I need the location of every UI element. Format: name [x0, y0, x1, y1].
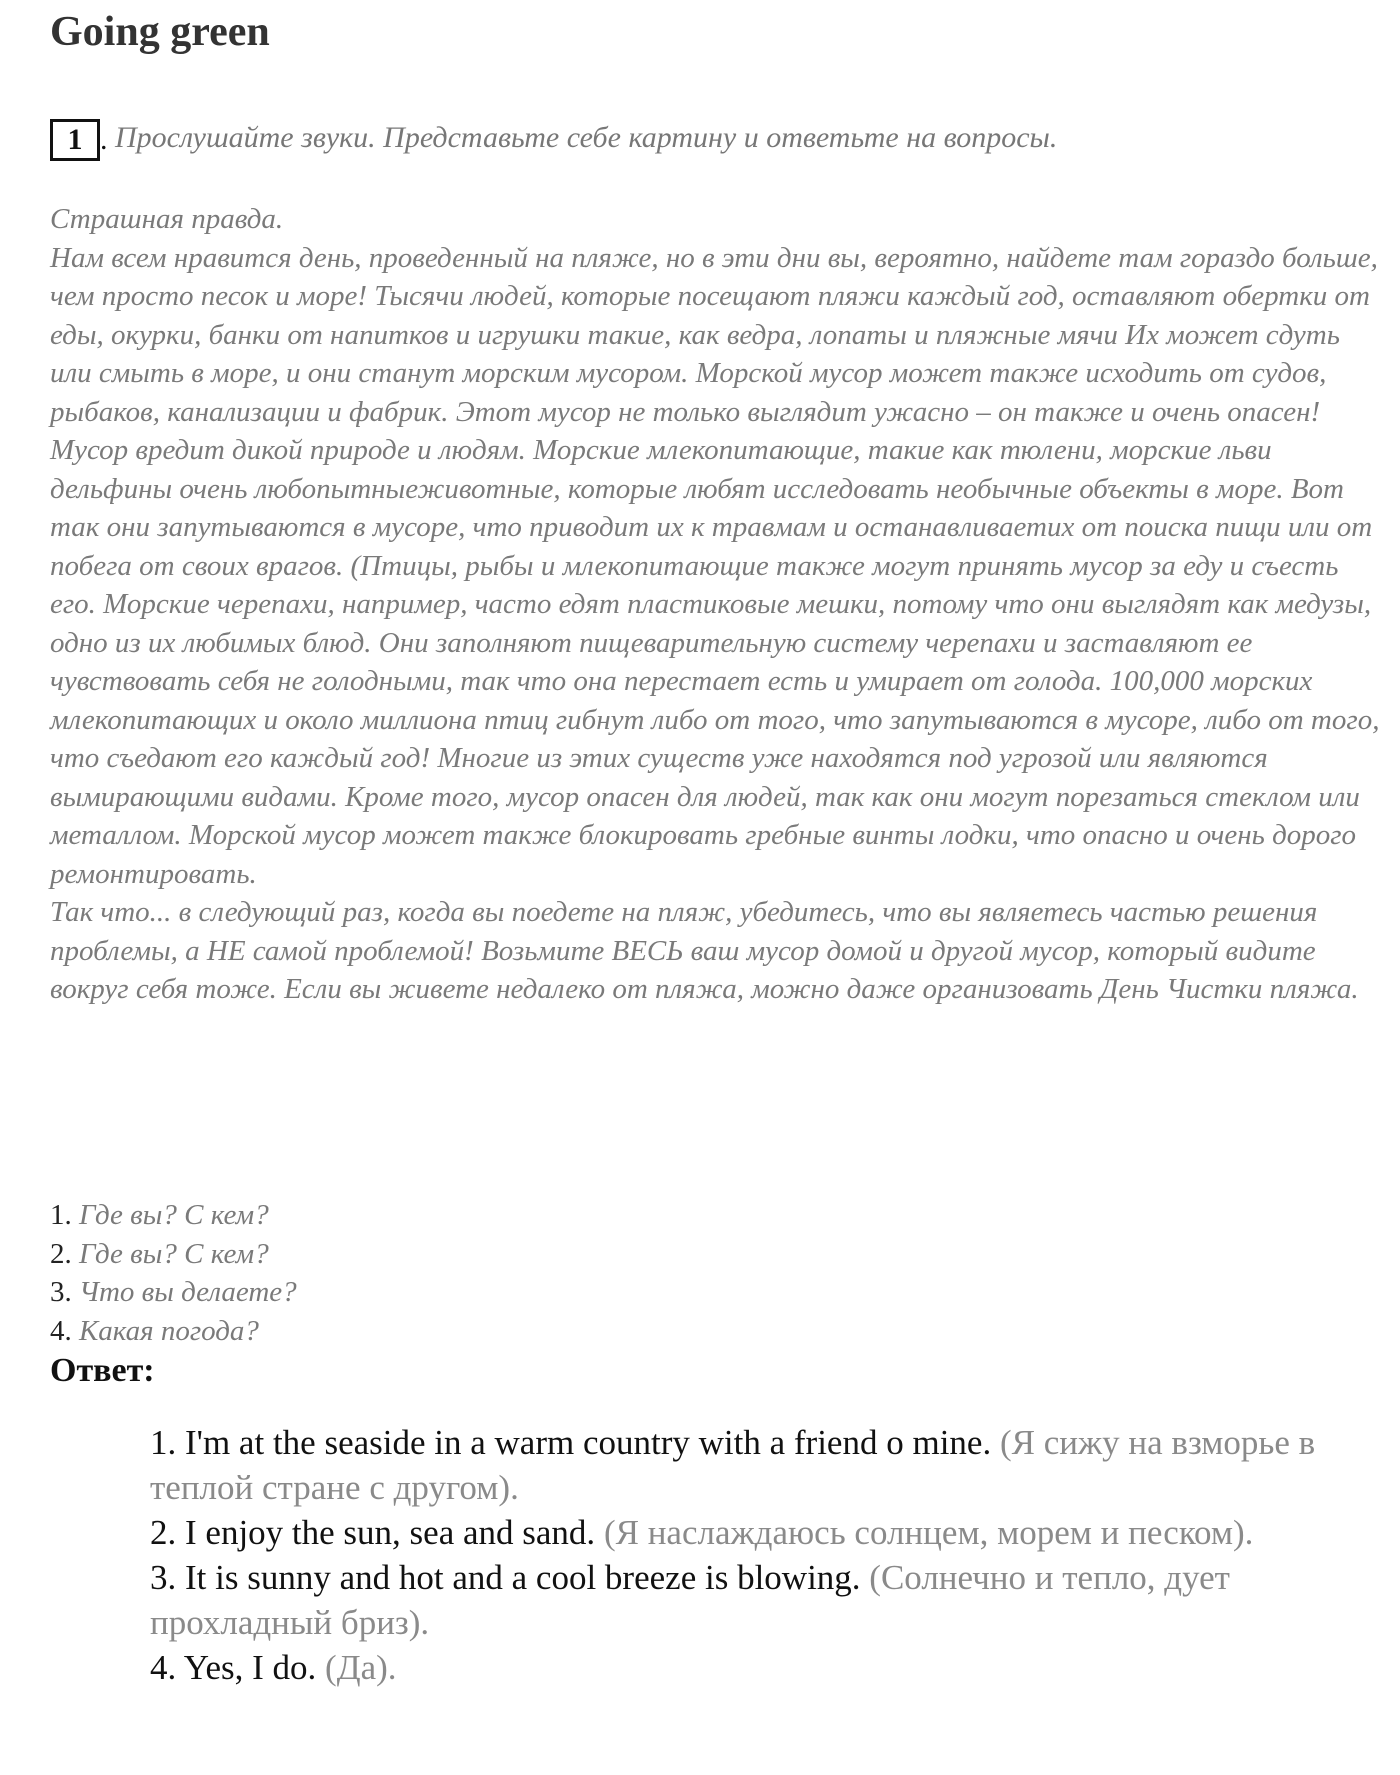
- answer-english: 3. It is sunny and hot and a cool breeze is blowing.: [150, 1558, 861, 1597]
- answer-english: 4. Yes, I do.: [150, 1648, 317, 1687]
- answer-item: [150, 1420, 1350, 1510]
- task-header: [50, 117, 1057, 159]
- question-text: Какая погода?: [71, 1314, 259, 1347]
- answer-translation: (Я наслаждаюсь солнцем, морем и песком).: [595, 1513, 1254, 1552]
- answer-translation: (Солнечно и тепло, дует прохладный бриз).: [150, 1558, 1230, 1642]
- task-instruction: Прослушайте звуки. Представьте себе картину и ответьте на вопросы.: [115, 121, 1058, 154]
- question-text: Где вы? С кем?: [71, 1237, 269, 1270]
- question-item: [50, 1273, 297, 1312]
- question-text: Где вы? С кем?: [71, 1199, 269, 1231]
- passage-paragraph: Мусор вредит дикой природе и людям. Морские млекопитающие, такие как тюлени, морские льви дельфины очень любопытныеживотные, которые любят исследовать необычные объекты в море. Вот так они запутываются в мусоре, что приводит их к травмам и останавливаетих от поиска пищи или от побега от своих врагов. (Птицы, рыбы и млекопитающие также могут принять мусор за еду и съесть его. Морские черепахи, например, часто едят пластиковые мешки, потому что они выглядят как медузы, одно из их любимых блюд. Они заполняют пищеварительную систему черепахи и заставляют ее чувствовать себя не голодными, так что она перестает есть и умирает от голода. 100,000 морских млекопитающих и около миллиона птиц гибнут либо от того, что запутываются в мусоре, либо от того, что съедают его каждый год! Многие из этих существ уже находятся под угрозой или являются вымирающими видами. Кроме того, мусор опасен для людей, так как они могут порезаться стеклом или металлом. Морской мусор может также блокировать гребные винты лодки, что опасно и очень дорого ремонтировать.: [50, 434, 1380, 890]
- answer-english: 1. I'm at the seaside in a warm country with a friend o mine.: [150, 1423, 992, 1462]
- question-number: 4.: [50, 1314, 72, 1347]
- question-number: 3.: [50, 1276, 72, 1308]
- answer-heading: Ответ:: [50, 1352, 155, 1389]
- answer-item: [150, 1510, 1350, 1555]
- question-item: [50, 1235, 297, 1274]
- passage-paragraph: Так что... в следующий раз, когда вы поедете на пляж, убедитесь, что вы являетесь частью решения проблемы, а НЕ самой проблемой! Возьмите ВЕСЬ ваш мусор домой и другой мусор, который видите вокруг себя тоже. Если вы живете недалеко от пляжа, можно даже организовать День Чистки пляжа.: [50, 896, 1359, 1005]
- page-title: Going green: [50, 9, 270, 55]
- answer-item: [150, 1645, 1350, 1690]
- question-text: Что вы делаете?: [71, 1276, 297, 1308]
- passage: [50, 200, 1380, 1009]
- answer-english: 2. I enjoy the sun, sea and sand.: [150, 1513, 596, 1552]
- question-number: 2.: [50, 1237, 72, 1270]
- answer-translation: (Я сижу на взморье в теплой стране с другом).: [150, 1423, 1316, 1507]
- question-item: [50, 1196, 297, 1235]
- passage-paragraph: Нам всем нравится день, проведенный на пляже, но в эти дни вы, вероятно, найдете там гораздо больше, чем просто песок и море! Тысячи людей, которые посещают пляжи каждый год, оставляют обертки от еды, окурки, банки от напитков и игрушки такие, как ведра, лопаты и пляжные мячи Их может сдуть или смыть в море, и они станут морским мусором. Морской мусор может также исходить от судов, рыбаков, канализации и фабрик. Этот мусор не только выглядит ужасно – он также и очень опасен!: [50, 241, 1378, 428]
- passage-heading: Страшная правда.: [50, 203, 284, 235]
- task-number-box: 1: [50, 119, 100, 161]
- question-list: [50, 1196, 297, 1350]
- task-number-dot: .: [100, 123, 108, 157]
- answer-list: [150, 1420, 1350, 1690]
- question-number: 1.: [50, 1199, 72, 1231]
- question-item: [50, 1312, 297, 1351]
- answer-translation: (Да).: [316, 1648, 397, 1687]
- answer-item: [150, 1555, 1350, 1645]
